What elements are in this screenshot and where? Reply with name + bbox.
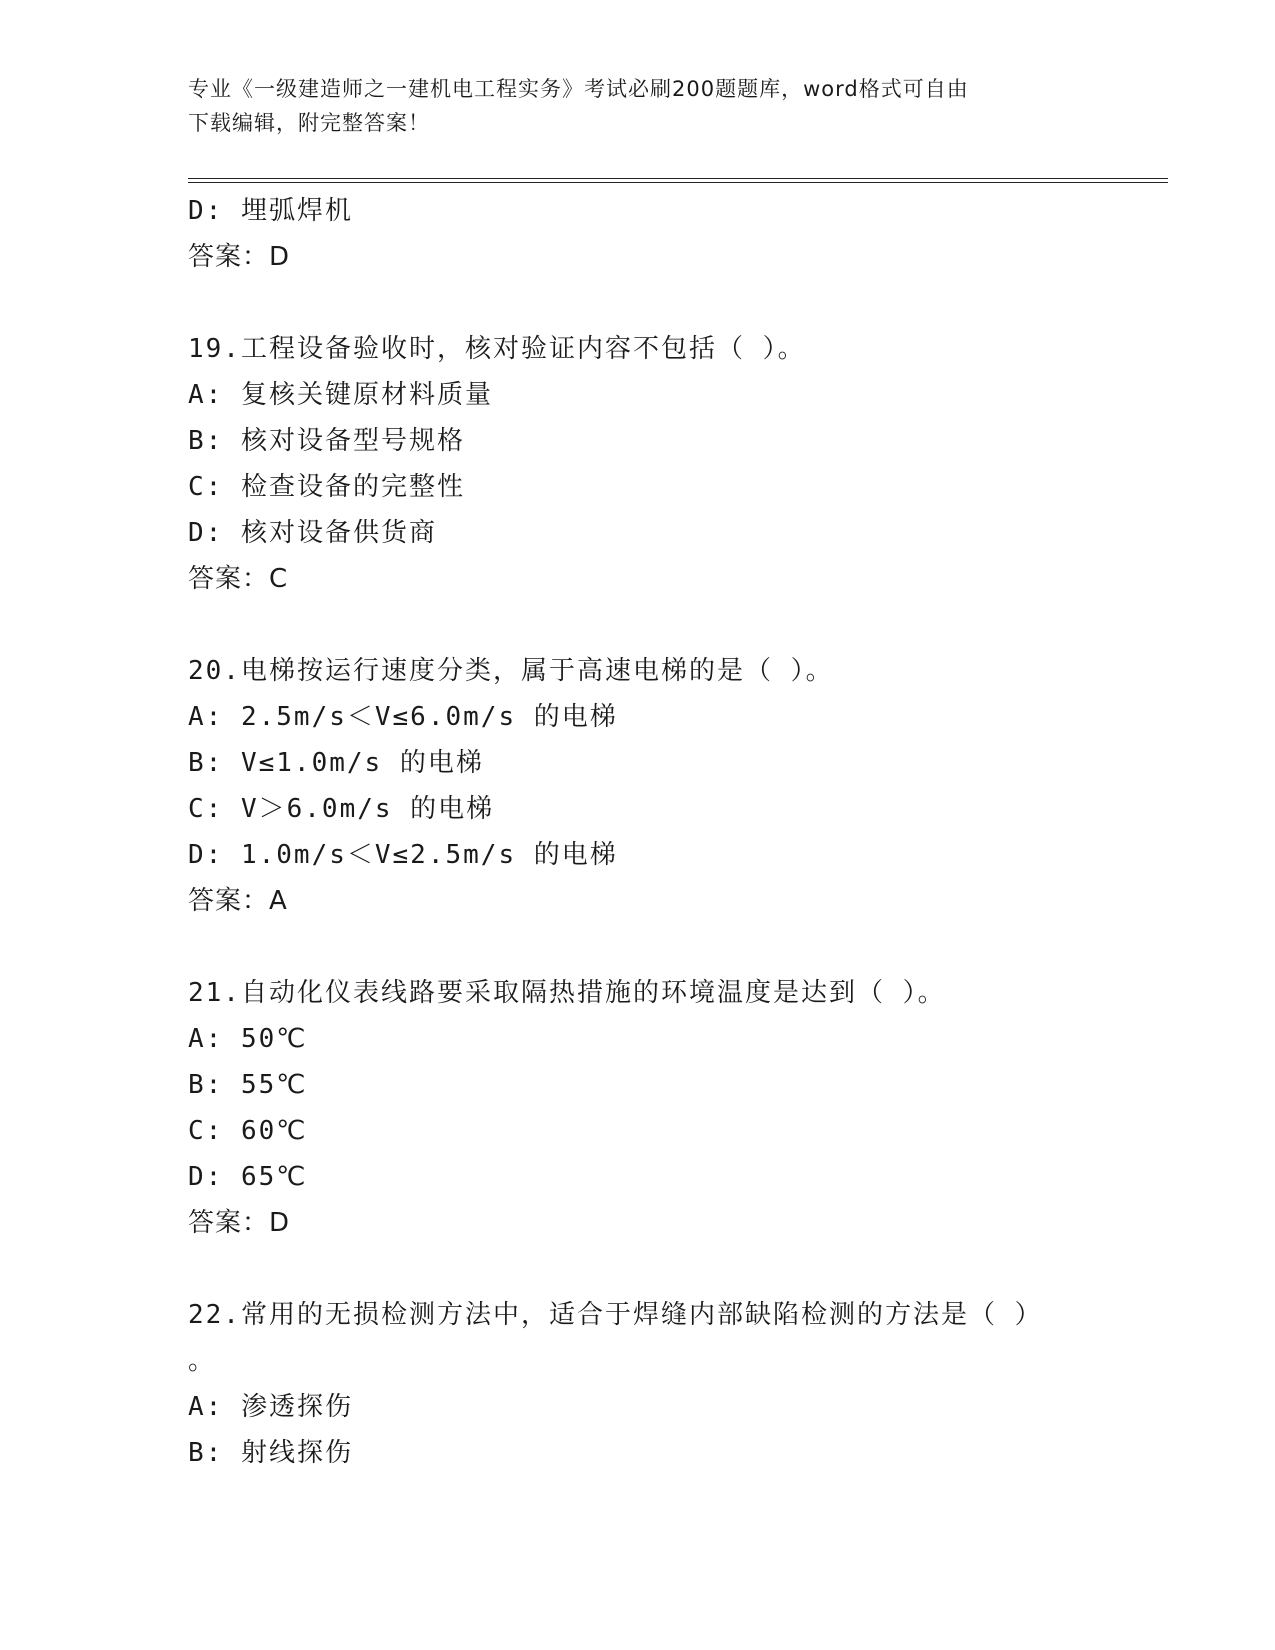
question-22-option-a: A: 渗透探伤 [188,1392,353,1422]
question-20-option-d: D: 1.0m/s＜V≤2.5m/s 的电梯 [188,840,618,870]
question-21-stem: 21.自动化仪表线路要采取隔热措施的环境温度是达到（ ）。 [188,978,946,1008]
question-22-stem-continued: 。 [188,1346,217,1376]
question-19-option-b: B: 核对设备型号规格 [188,426,465,456]
question-20-option-b: B: V≤1.0m/s 的电梯 [188,748,484,778]
spacer [188,602,1168,648]
question-19-option-a: A: 复核关键原材料质量 [188,380,493,410]
question-20-option-a: A: 2.5m/s＜V≤6.0m/s 的电梯 [188,702,618,732]
header-rule-top [188,178,1168,179]
option-d: D: 埋弧焊机 [188,196,353,226]
header-line-2: 下载编辑，附完整答案！ [188,111,430,135]
header-rule-bottom [188,182,1168,183]
question-21-option-a: A: 50℃ [188,1024,308,1054]
question-21-option-b: B: 55℃ [188,1070,308,1100]
question-21-answer: 答案：D [188,1208,291,1238]
spacer [188,924,1168,970]
question-19-option-c: C: 检查设备的完整性 [188,472,465,502]
document-header [188,72,1088,140]
question-20-answer: 答案：A [188,886,288,916]
question-19-answer: 答案：C [188,564,289,594]
question-22-option-b: B: 射线探伤 [188,1438,353,1468]
header-line-1: 专业《一级建造师之一建机电工程实务》考试必刷200题题库，word格式可自由 [188,77,969,101]
question-19-stem: 19.工程设备验收时，核对验证内容不包括（ ）。 [188,334,806,364]
document-body [188,188,1168,1476]
spacer [188,1246,1168,1292]
question-21-option-c: C: 60℃ [188,1116,308,1146]
spacer [188,280,1168,326]
answer: 答案：D [188,242,291,272]
question-22-stem: 22.常用的无损检测方法中，适合于焊缝内部缺陷检测的方法是（ ） [188,1300,1043,1330]
question-19-option-d: D: 核对设备供货商 [188,518,437,548]
question-20-stem: 20.电梯按运行速度分类，属于高速电梯的是（ ）。 [188,656,834,686]
question-21-option-d: D: 65℃ [188,1162,308,1192]
question-20-option-c: C: V＞6.0m/s 的电梯 [188,794,495,824]
